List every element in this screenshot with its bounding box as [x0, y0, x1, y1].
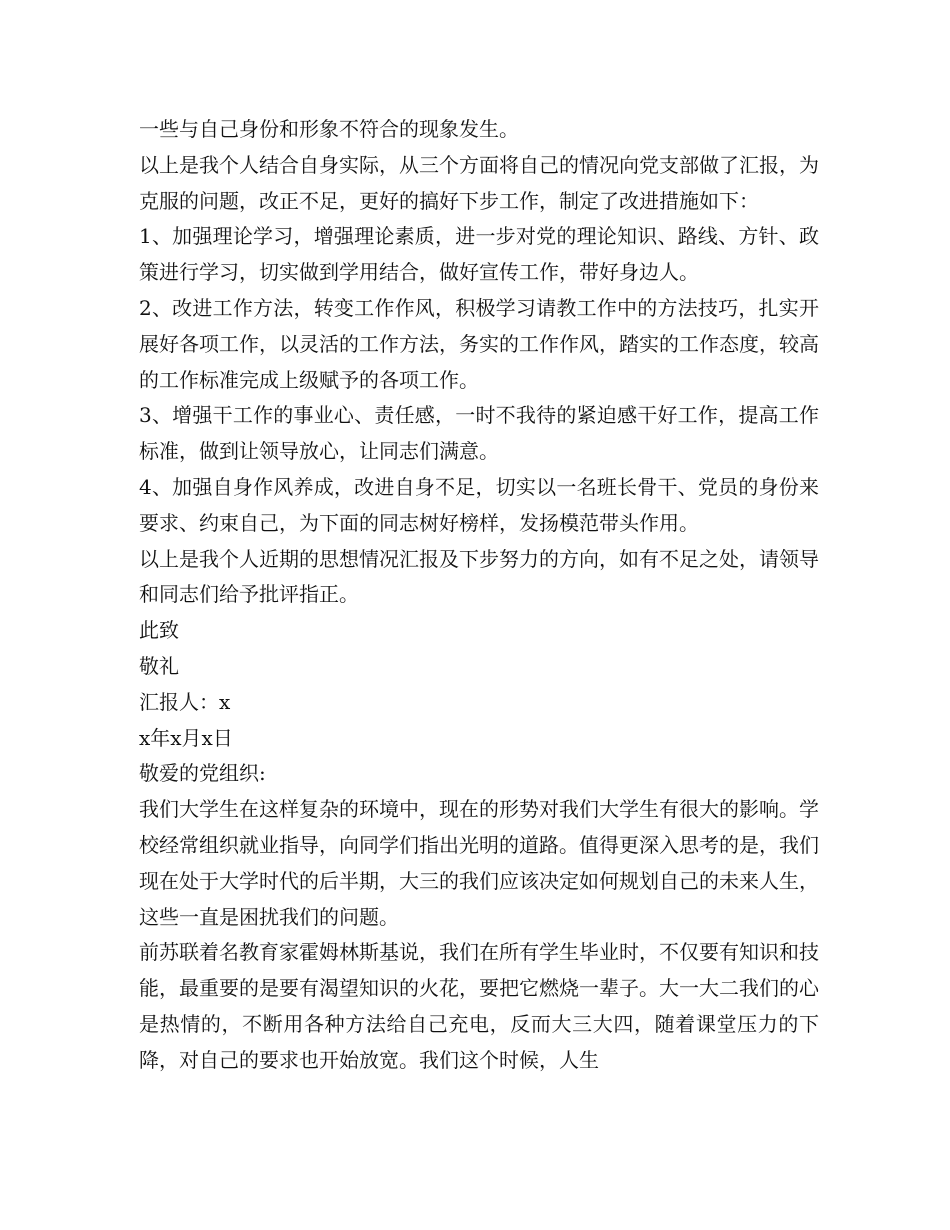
closing-salutation: 此致	[139, 618, 179, 643]
document-body	[139, 112, 819, 1079]
date-line: x年x月x日	[139, 725, 233, 750]
paragraph-14: 前苏联着名教育家霍姆林斯基说，我们在所有学生毕业时，不仅要有知识和技能，最重要的是要有渴望知识的火花，要把它燃烧一辈子。大一大二我们的心是热情的，不断用各种方法给自己充电，反而大三大四，随着课堂压力的下降，对自己的要求也开始放宽。我们这个时候，人生	[139, 940, 819, 1072]
paragraph-2: 以上是我个人结合自身实际，从三个方面将自己的情况向党支部做了汇报，为克服的问题，改正不足，更好的搞好下步工作，制定了改进措施如下：	[139, 152, 819, 213]
closing-respect: 敬礼	[139, 653, 179, 678]
reporter-line: 汇报人：x	[139, 689, 231, 714]
greeting-line: 敬爱的党组织:	[139, 761, 266, 786]
paragraph-5: 3、增强干工作的事业心、责任感，一时不我待的紧迫感干好工作，提高工作标准，做到让领导放心，让同志们满意。	[139, 403, 819, 464]
paragraph-6: 4、加强自身作风养成，改进自身不足，切实以一名班长骨干、党员的身份来要求、约束自己，为下面的同志树好榜样，发扬模范带头作用。	[139, 474, 819, 535]
paragraph-4: 2、改进工作方法，转变工作作风，积极学习请教工作中的方法技巧，扎实开展好各项工作，以灵活的工作方法，务实的工作作风，踏实的工作态度，较高的工作标准完成上级赋予的各项工作。	[139, 295, 819, 392]
paragraph-7: 以上是我个人近期的思想情况汇报及下步努力的方向，如有不足之处，请领导和同志们给予批评指正。	[139, 546, 819, 607]
paragraph-3: 1、加强理论学习，增强理论素质，进一步对党的理论知识、路线、方针、政策进行学习，切实做到学用结合，做好宣传工作，带好身边人。	[139, 224, 819, 285]
paragraph-13: 我们大学生在这样复杂的环境中，现在的形势对我们大学生有很大的影响。学校经常组织就业指导，向同学们指出光明的道路。值得更深入思考的是，我们现在处于大学时代的后半期，大三的我们应该决定如何规划自己的未来人生，这些一直是困扰我们的问题。	[139, 797, 819, 929]
paragraph-1: 一些与自己身份和形象不符合的现象发生。	[139, 117, 519, 141]
